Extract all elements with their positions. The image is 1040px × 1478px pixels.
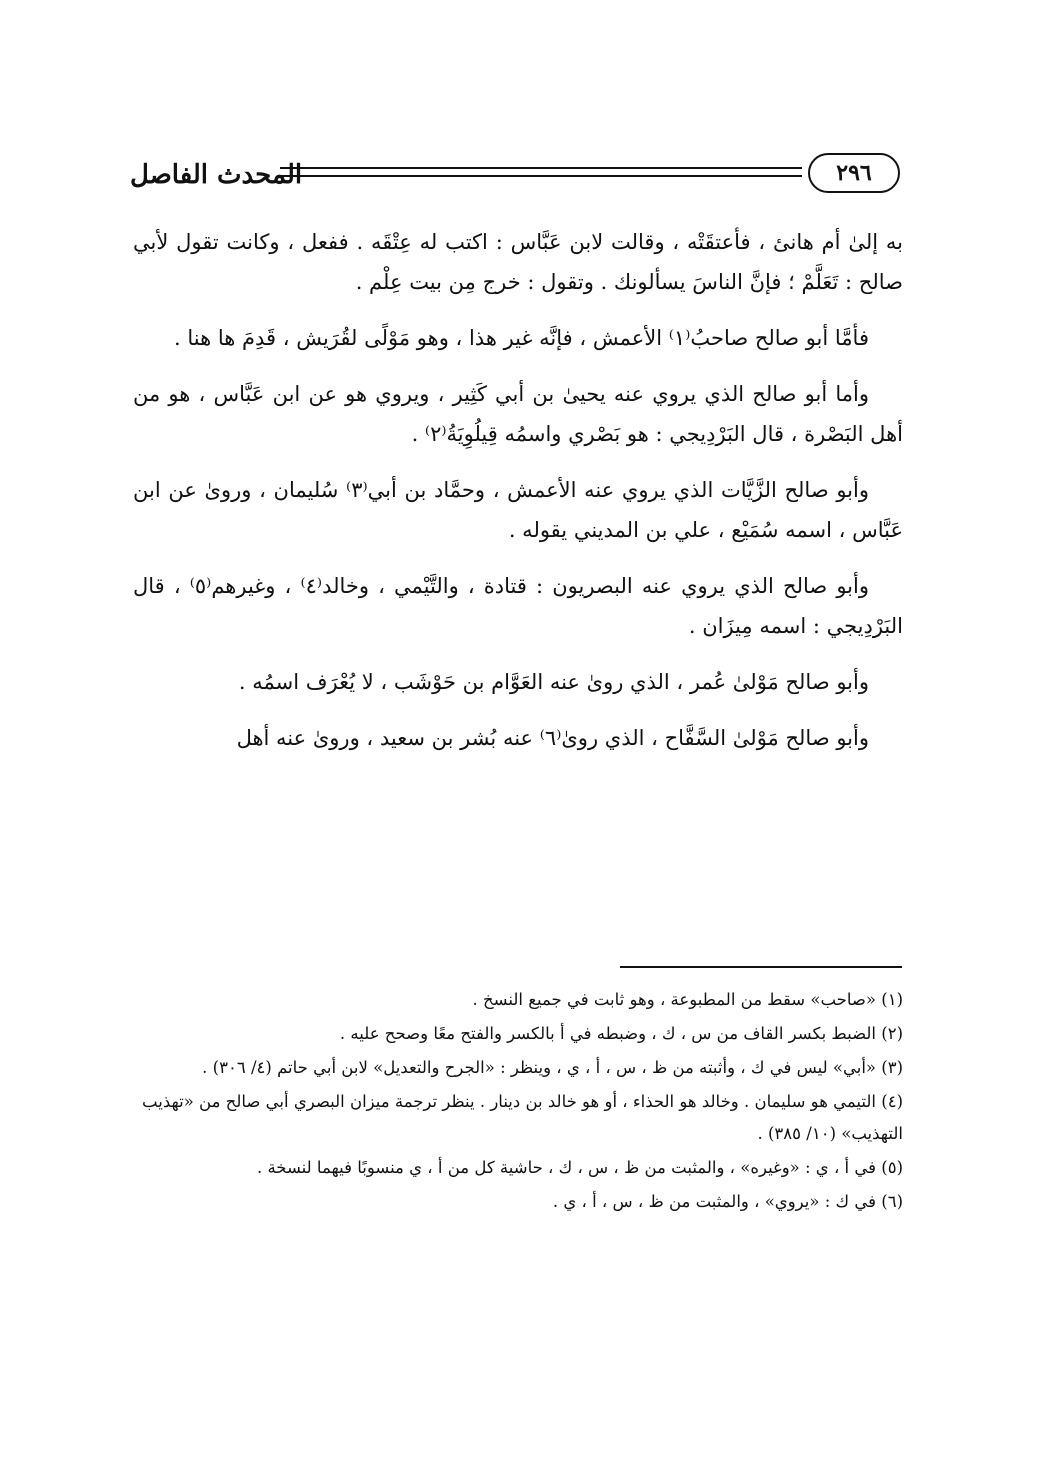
paragraph: وأما أبو صالح الذي يروي عنه يحيىٰ بن أبي كَثِير ، ويروي هو عن ابن عَبَّاس ، هو من أهل البَصْرة ، قال البَرْدِيجي : هو بَصْري واسمُه قِيلُوِيَةُ⁽٢⁾ . [133,382,903,446]
footnote: (٥) في أ ، ي : «وغيره» ، والمثبت من ظ ، س ، ك ، حاشية كل من أ ، ي منسوبًا فيهما لنسخة . [256,1158,903,1177]
paragraph: فأمَّا أبو صالح صاحبُ⁽١⁾ الأعمش ، فإنَّه غير هذا ، وهو مَوْلًى لقُرَيش ، قَدِمَ ها هنا . [174,326,869,350]
footnote: (٦) في ك : «يروي» ، والمثبت من ظ ، س ، أ ، ي . [552,1192,903,1211]
footnote: (١) «صاحب» سقط من المطبوعة ، وهو ثابت في جميع النسخ . [472,990,903,1009]
paragraph: به إلىٰ أم هانئ ، فأعتقَتْه ، وقالت لابن عَبَّاس : اكتب له عِتْقَه . ففعل ، وكانت تقول لأبي صالح : تَعَلَّمْ ؛ فإنَّ الناسَ يسألونك . وتقول : خرج مِن بيت عِلْم . [133,230,903,294]
footnote-separator [620,966,902,968]
paragraph: وأبو صالح مَوْلىٰ السَّفَّاح ، الذي روىٰ⁽٦⁾ عنه بُشر بن سعيد ، وروىٰ عنه أهل [236,726,869,750]
paragraph: وأبو صالح مَوْلىٰ عُمر ، الذي روىٰ عنه العَوَّام بن حَوْشَب ، لا يُعْرَف اسمُه . [238,670,869,694]
footnote: (٤) التيمي هو سليمان . وخالد هو الحذاء ، أو هو خالد بن دينار . ينظر ترجمة ميزان البصري أبي صالح من «تهذيب التهذيب» (١٠/ ٣٨٥) . [142,1092,903,1143]
paragraph: وأبو صالح الزَّيَّات الذي يروي عنه الأعمش ، وحمَّاد بن أبي⁽٣⁾ سُليمان ، وروىٰ عن ابن عَبَّاس ، اسمه سُمَيْع ، علي بن المديني يقوله . [133,478,903,542]
footnote: (٢) الضبط بكسر القاف من س ، ك ، وضبطه في أ بالكسر والفتح معًا وصحح عليه . [339,1024,903,1043]
main-text [133,222,903,774]
footnote: (٣) «أبي» ليس في ك ، وأثبته من ظ ، س ، أ ، ي ، وينظر : «الجرح والتعديل» لابن أبي حاتم (٤/ ٣٠٦) . [202,1058,903,1077]
paragraph: وأبو صالح الذي يروي عنه البصريون : قتادة ، والتَّيْمي ، وخالد⁽٤⁾ ، وغيرهم⁽٥⁾ ، قال البَرْدِيجي : اسمه مِيزَان . [133,574,903,638]
running-title: المحدث الفاصل [130,160,303,190]
header-double-rule [280,167,802,177]
page-header [130,145,910,205]
footnotes [133,984,903,1220]
page-number: ٢٩٦ [808,153,900,193]
